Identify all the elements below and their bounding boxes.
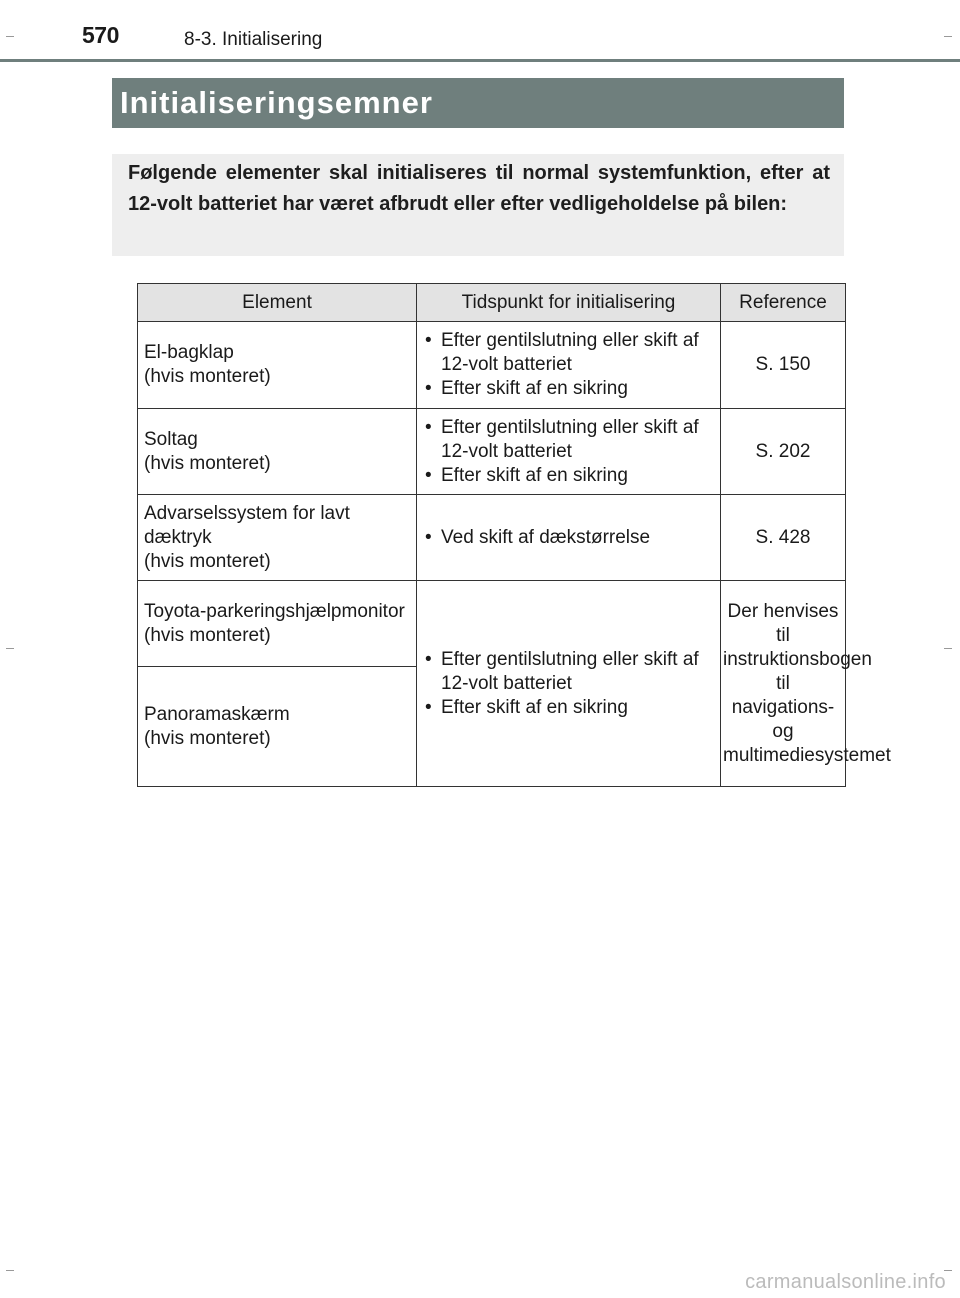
reference-cell: S. 202 <box>721 409 846 495</box>
table-row <box>138 495 846 581</box>
column-header-reference: Reference <box>721 284 846 322</box>
element-note: (hvis monteret) <box>144 550 271 572</box>
element-name: Advarselssystem for lavt dæktryk <box>144 502 350 548</box>
timing-cell <box>417 495 721 581</box>
page-title: Initialiseringsemner <box>120 85 433 120</box>
crop-mark <box>6 1270 14 1271</box>
section-label: 8-3. Initialisering <box>184 29 323 50</box>
element-name: Toyota-parkeringshjælpmonitor <box>144 600 405 622</box>
page-number: 570 <box>82 22 119 48</box>
intro-text: Følgende elementer skal initialiseres til normal systemfunktion, efter at 12-volt batteriet har været afbrudt eller efter vedligeholdelse på bilen: <box>128 162 830 215</box>
initialization-table <box>137 283 891 787</box>
title-bar <box>112 78 844 128</box>
table-row <box>138 409 846 495</box>
table-row <box>138 322 846 409</box>
timing-item: • Efter skift af en sikring <box>423 464 714 488</box>
column-header-element: Element <box>138 284 417 322</box>
element-name: Panoramaskærm <box>144 703 290 725</box>
timing-item: • Ved skift af dækstørrelse <box>423 526 714 550</box>
element-note: (hvis monteret) <box>144 452 271 474</box>
element-note: (hvis monteret) <box>144 727 271 749</box>
element-cell <box>138 495 417 581</box>
crop-mark <box>944 648 952 649</box>
timing-item: • Efter skift af en sikring <box>423 696 714 720</box>
header-rule <box>0 59 960 62</box>
crop-mark <box>6 36 14 37</box>
timing-item: • Efter gentilslutning eller skift af 12-volt batteriet <box>423 329 714 377</box>
element-note: (hvis monteret) <box>144 366 271 387</box>
intro-box <box>112 154 844 256</box>
element-name: El-bagklap <box>144 342 234 363</box>
timing-item: • Efter gentilslutning eller skift af 12-volt batteriet <box>423 416 714 464</box>
table-row <box>138 581 846 667</box>
column-header-timing: Tidspunkt for initialisering <box>417 284 721 322</box>
element-cell <box>138 667 417 787</box>
crop-mark <box>944 36 952 37</box>
element-note: (hvis monteret) <box>144 624 271 646</box>
element-cell <box>138 322 417 409</box>
reference-cell: Der henvises til instruktionsbogen til navigations- og multimediesystemet <box>721 581 846 787</box>
element-cell <box>138 409 417 495</box>
reference-cell: S. 428 <box>721 495 846 581</box>
watermark: carmanualsonline.info <box>745 1271 946 1293</box>
timing-item: • Efter gentilslutning eller skift af 12-volt batteriet <box>423 648 714 696</box>
table-header-row <box>138 284 846 322</box>
timing-cell <box>417 409 721 495</box>
crop-mark <box>6 648 14 649</box>
element-name: Soltag <box>144 428 198 450</box>
timing-item: • Efter skift af en sikring <box>423 377 714 401</box>
reference-cell: S. 150 <box>721 322 846 409</box>
timing-cell <box>417 322 721 409</box>
timing-cell <box>417 581 721 787</box>
element-cell <box>138 581 417 667</box>
